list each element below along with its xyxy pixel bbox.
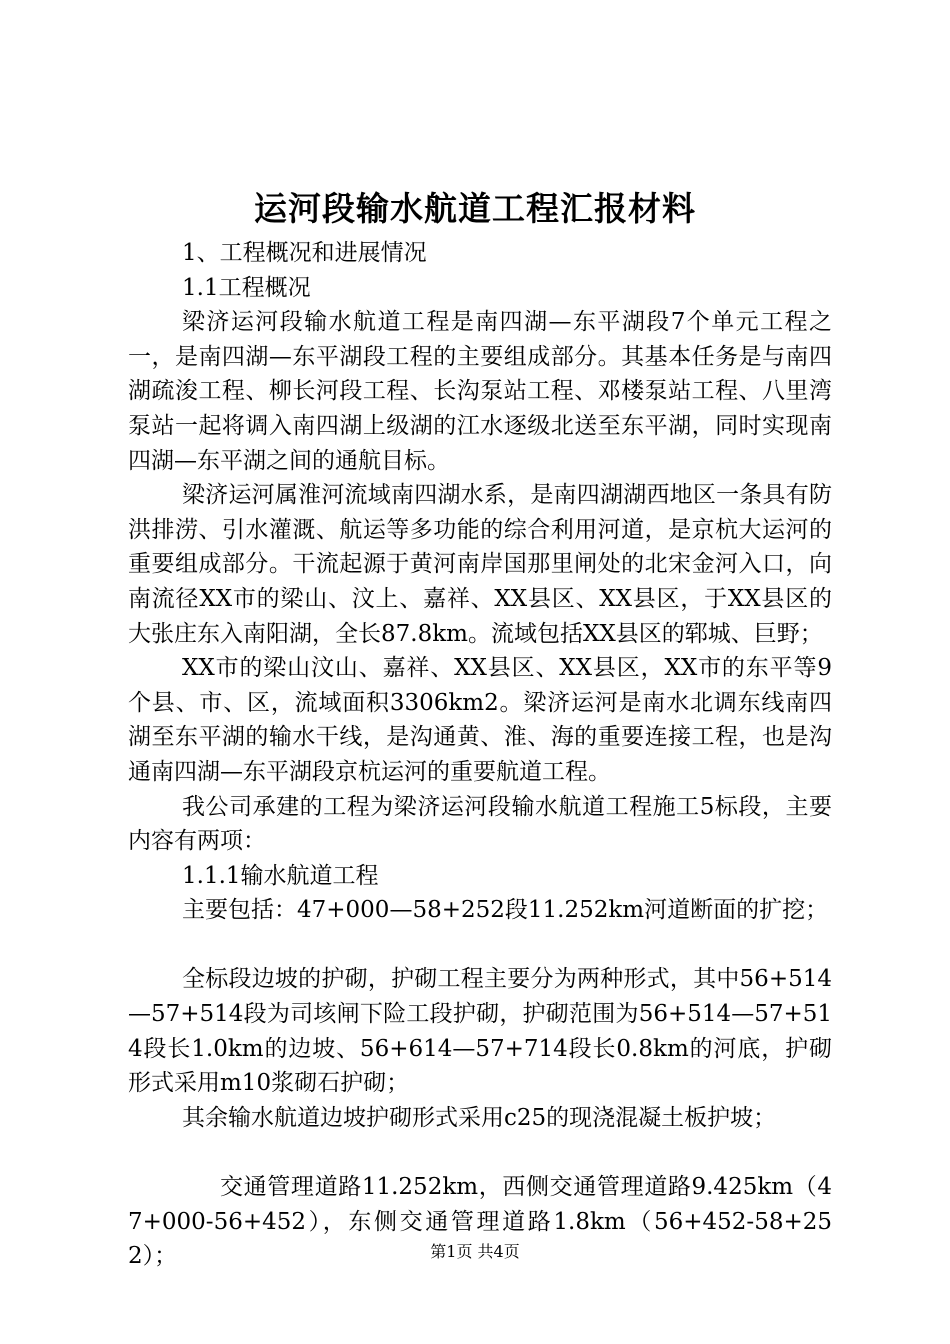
blank-line bbox=[128, 928, 832, 963]
paragraph: 我公司承建的工程为梁济运河段输水航道工程施工5标段，主要内容有两项： bbox=[128, 793, 832, 855]
paragraph: 梁济运河属淮河流域南四湖水系，是南四湖湖西地区一条具有防洪排涝、引水灌溉、航运等多功能的综合利用河道，是京杭大运河的重要组成部分。干流起源于黄河南岸国那里闸处的北宋金河入口，向南流径XX市的梁山、汶上、嘉祥、XX县区、XX县区，于XX县区的大张庄东入南阳湖，全长87.8km。流域包括XX县区的郓城、巨野； bbox=[128, 482, 832, 647]
blank-line bbox=[128, 1135, 832, 1170]
section-heading: 1、工程概况和进展情况 bbox=[182, 240, 427, 266]
paragraph: 主要包括：47+000—58+252段11.252km河道断面的扩挖； bbox=[182, 897, 829, 924]
paragraph: 全标段边坡的护砌，护砌工程主要分为两种形式，其中56+514—57+514段为司垓闸下险工段护砌，护砌范围为56+514—57+514段长1.0km的边坡、56+614—57+714段长0.8km的河底，护砌形式采用m10浆砌石护砌； bbox=[128, 966, 832, 1097]
paragraph: 其余输水航道边坡护砌形式采用c25的现浇混凝土板护坡； bbox=[182, 1104, 777, 1131]
subsubsection-heading: 1.1.1输水航道工程 bbox=[182, 862, 379, 889]
document-title: 运河段输水航道工程汇报材料 bbox=[254, 189, 696, 228]
paragraph: XX市的梁山汶山、嘉祥、XX县区、XX县区，XX市的东平等9个县、市、区，流域面积3306km2。梁济运河是南水北调东线南四湖至东平湖的输水干线，是沟通黄、淮、海的重要连接工程，也是沟通南四湖—东平湖段京杭运河的重要航道工程。 bbox=[128, 655, 832, 785]
subsection-heading: 1.1工程概况 bbox=[182, 274, 311, 301]
page-footer: 第1页 共4页 bbox=[430, 1242, 520, 1261]
paragraph: 交通管理道路11.252km，西侧交通管理道路9.425km（47+000-56+452），东侧交通管理道路1.8km（56+452-58+252）； bbox=[128, 1174, 832, 1270]
document-body bbox=[128, 236, 832, 1274]
paragraph: 梁济运河段输水航道工程是南四湖—东平湖段7个单元工程之一，是南四湖—东平湖段工程的主要组成部分。其基本任务是与南四湖疏浚工程、柳长河段工程、长沟泵站工程、邓楼泵站工程、八里湾泵站一起将调入南四湖上级湖的江水逐级北送至东平湖，同时实现南四湖—东平湖之间的通航目标。 bbox=[128, 309, 832, 474]
